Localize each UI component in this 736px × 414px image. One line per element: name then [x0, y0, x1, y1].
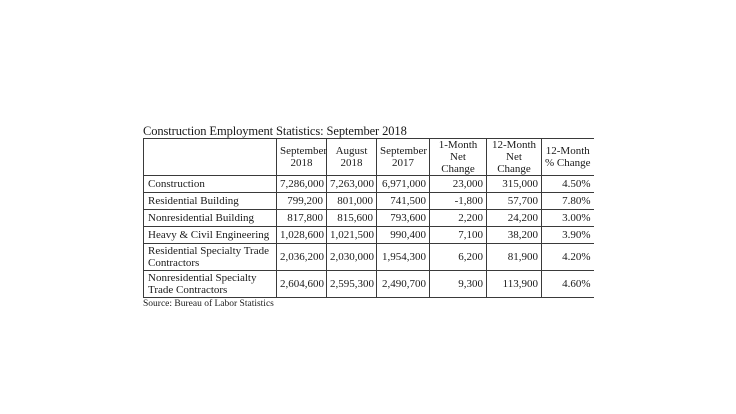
cell-aug-2018: 815,600: [327, 210, 377, 227]
table-title: Construction Employment Statistics: September 2018: [143, 124, 407, 138]
cell-sep-2018: 799,200: [277, 193, 327, 210]
table-row: [144, 176, 594, 193]
cell-aug-2018: 7,263,000: [327, 176, 377, 193]
cell-1-month-net: -1,800: [430, 193, 487, 210]
cell-sep-2017: 6,971,000: [377, 176, 430, 193]
cell-1-month-net: 2,200: [430, 210, 487, 227]
cell-1-month-net: 23,000: [430, 176, 487, 193]
cell-aug-2018: 2,595,300: [327, 271, 377, 298]
row-label: Nonresidential Specialty Trade Contractors: [144, 271, 277, 298]
header-blank: [144, 139, 277, 176]
cell-12-month-pct: 4.50%: [542, 176, 594, 193]
cell-12-month-pct: 4.20%: [542, 244, 594, 271]
document: [143, 125, 603, 310]
cell-sep-2017: 793,600: [377, 210, 430, 227]
table-row: [144, 244, 594, 271]
row-label: Nonresidential Building: [144, 210, 277, 227]
cell-12-month-net: 113,900: [487, 271, 542, 298]
header-1-month-net-change: 1-Month Net Change: [430, 139, 487, 176]
header-row: [144, 139, 594, 176]
row-label: Residential Building: [144, 193, 277, 210]
cell-sep-2018: 7,286,000: [277, 176, 327, 193]
row-label: Residential Specialty Trade Contractors: [144, 244, 277, 271]
cell-12-month-net: 57,700: [487, 193, 542, 210]
cell-aug-2018: 1,021,500: [327, 227, 377, 244]
cell-12-month-pct: 7.80%: [542, 193, 594, 210]
header-sep-2017: September 2017: [377, 139, 430, 176]
cell-sep-2018: 2,604,600: [277, 271, 327, 298]
cell-aug-2018: 801,000: [327, 193, 377, 210]
table-row: [144, 210, 594, 227]
header-sep-2018: September 2018: [277, 139, 327, 176]
table-row: [144, 271, 594, 298]
employment-table: [143, 138, 594, 298]
cell-1-month-net: 9,300: [430, 271, 487, 298]
row-label: Heavy & Civil Engineering: [144, 227, 277, 244]
table-row: [144, 227, 594, 244]
cell-12-month-pct: 3.00%: [542, 210, 594, 227]
cell-12-month-net: 315,000: [487, 176, 542, 193]
cell-sep-2017: 741,500: [377, 193, 430, 210]
cell-12-month-pct: 4.60%: [542, 271, 594, 298]
table-row: [144, 193, 594, 210]
cell-aug-2018: 2,030,000: [327, 244, 377, 271]
cell-12-month-net: 24,200: [487, 210, 542, 227]
header-12-month-net-change: 12-Month Net Change: [487, 139, 542, 176]
cell-12-month-net: 81,900: [487, 244, 542, 271]
cell-sep-2017: 1,954,300: [377, 244, 430, 271]
cell-sep-2018: 817,800: [277, 210, 327, 227]
header-aug-2018: August 2018: [327, 139, 377, 176]
source-note: Source: Bureau of Labor Statistics: [143, 299, 274, 309]
cell-sep-2017: 990,400: [377, 227, 430, 244]
cell-sep-2017: 2,490,700: [377, 271, 430, 298]
cell-12-month-net: 38,200: [487, 227, 542, 244]
cell-1-month-net: 6,200: [430, 244, 487, 271]
cell-1-month-net: 7,100: [430, 227, 487, 244]
cell-sep-2018: 2,036,200: [277, 244, 327, 271]
cell-sep-2018: 1,028,600: [277, 227, 327, 244]
cell-12-month-pct: 3.90%: [542, 227, 594, 244]
row-label: Construction: [144, 176, 277, 193]
header-12-month-pct-change: 12-Month % Change: [542, 139, 594, 176]
